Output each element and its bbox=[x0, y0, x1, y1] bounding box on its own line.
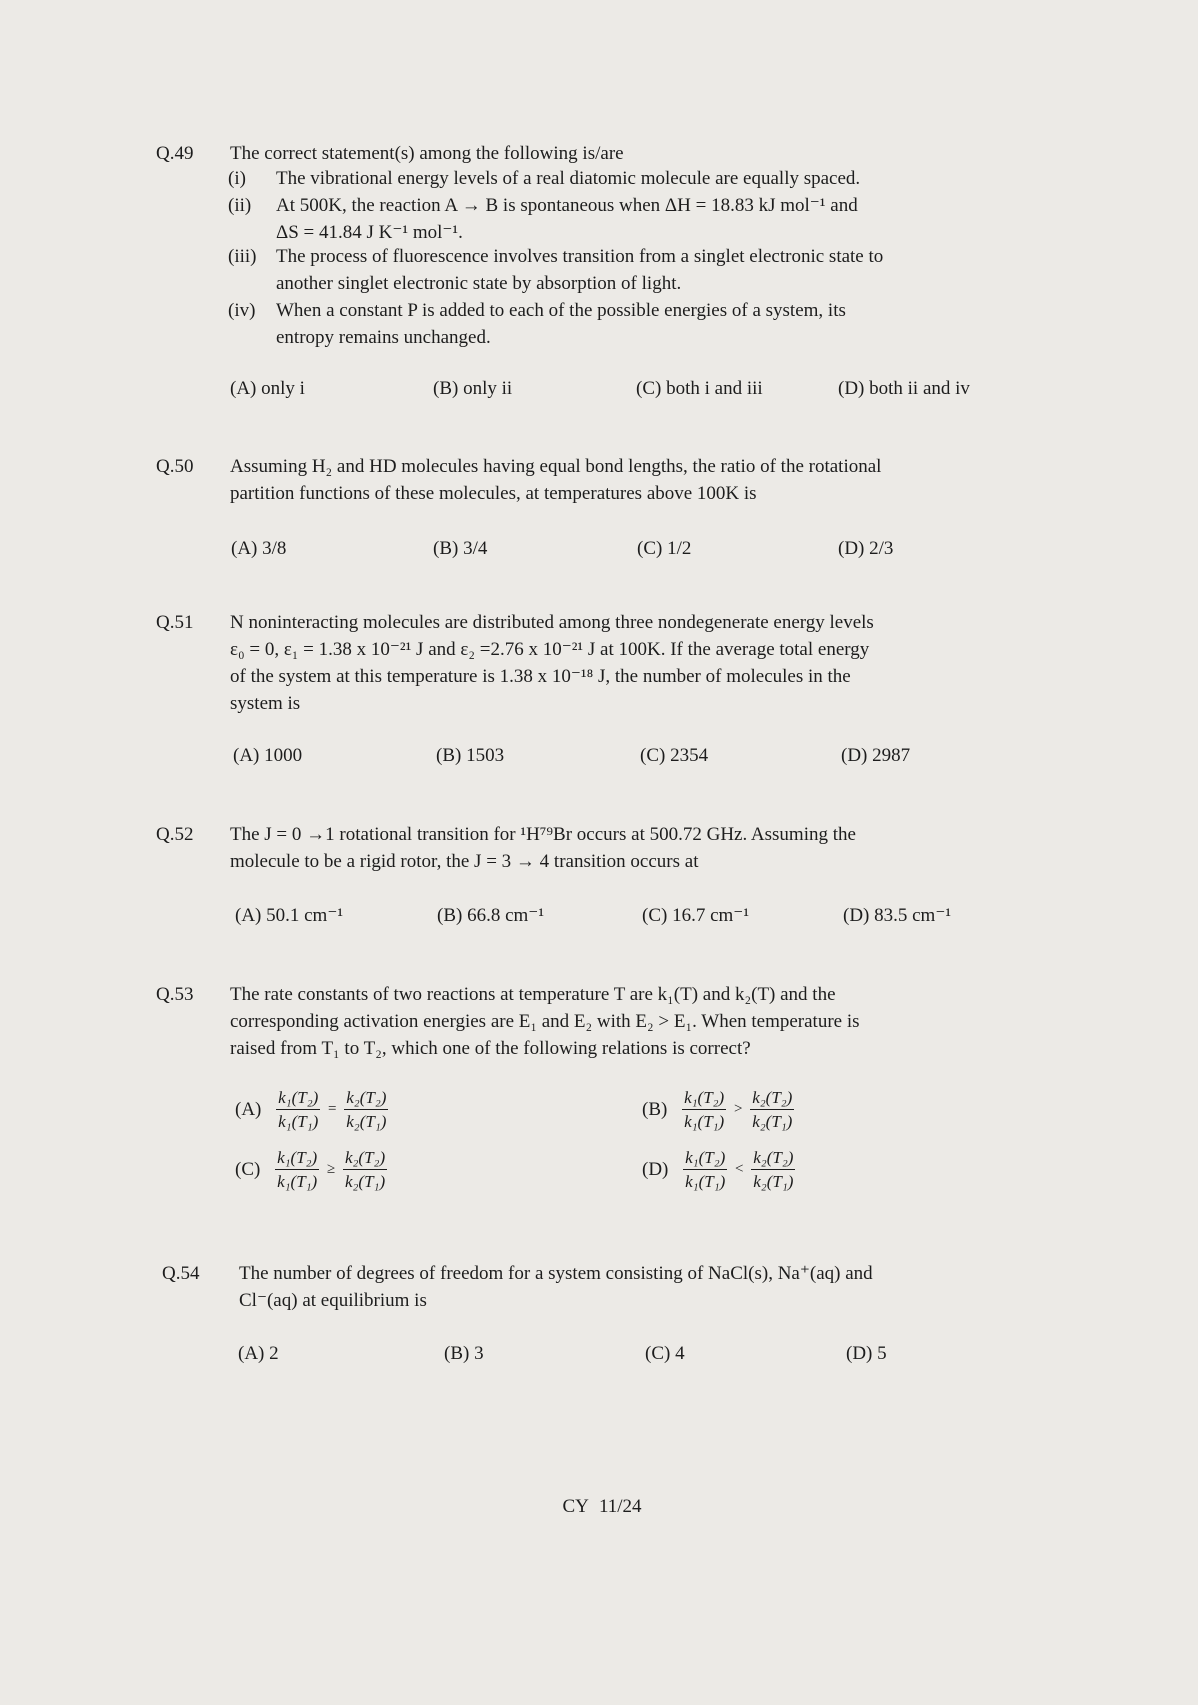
page-footer bbox=[0, 1496, 1198, 1518]
question-number: Q.53 bbox=[156, 984, 194, 1005]
question-text: raised from T₁ to T₂, which one of the following relations is correct? bbox=[230, 1038, 751, 1059]
statement-label: (iv) bbox=[228, 300, 256, 321]
question-text: partition functions of these molecules, at temperatures above 100K is bbox=[230, 483, 757, 504]
subject-code: CY bbox=[562, 1496, 589, 1517]
option-d[interactable]: (D) both ii and iv bbox=[838, 378, 970, 399]
option-d[interactable]: (D) 5 bbox=[846, 1343, 887, 1364]
option-d[interactable]: (D) 2987 bbox=[841, 745, 911, 766]
option-d[interactable]: (D) 2/3 bbox=[838, 538, 894, 559]
question-text: The number of degrees of freedom for a system consisting of NaCl(s), Na⁺(aq) and bbox=[239, 1263, 873, 1284]
statement-label: (ii) bbox=[228, 195, 252, 216]
relation-symbol: < bbox=[735, 1161, 744, 1177]
fraction-left: $\frac{\text{k₁(T₂)}}{\text{k₁(T₁)}}$ bbox=[278, 1088, 319, 1131]
option-a[interactable]: (A) 1000 bbox=[233, 745, 303, 766]
question-number: Q.49 bbox=[156, 143, 194, 164]
question-stem: The correct statement(s) among the following is/are bbox=[230, 143, 624, 164]
option-a[interactable] bbox=[235, 1087, 388, 1132]
question-text: ε₀ = 0, ε₁ = 1.38 x 10⁻²¹ J and ε₂ =2.76 x 10⁻²¹ J at 100K. If the average total energy bbox=[230, 639, 870, 660]
option-b[interactable]: (B) 3/4 bbox=[433, 538, 488, 559]
relation-symbol: = bbox=[328, 1101, 337, 1117]
statement-text: another singlet electronic state by absorption of light. bbox=[276, 273, 682, 294]
question-number: Q.52 bbox=[156, 824, 194, 845]
question-text: system is bbox=[230, 693, 301, 714]
option-a[interactable]: (A) only i bbox=[230, 378, 305, 399]
statement-text: The vibrational energy levels of a real diatomic molecule are equally spaced. bbox=[276, 168, 861, 189]
option-label: (B) bbox=[642, 1099, 668, 1120]
option-a[interactable]: (A) 50.1 cm⁻¹ bbox=[235, 905, 344, 926]
question-number: Q.54 bbox=[162, 1263, 200, 1284]
question-text: Cl⁻(aq) at equilibrium is bbox=[239, 1290, 427, 1311]
option-d[interactable] bbox=[642, 1147, 795, 1192]
option-c[interactable]: (C) 1/2 bbox=[637, 538, 692, 559]
fraction-left: $\frac{\text{k₁(T₂)}}{\text{k₁(T₁)}}$ bbox=[277, 1148, 318, 1191]
statement-label: (iii) bbox=[228, 246, 257, 267]
option-b[interactable]: (B) only ii bbox=[433, 378, 513, 399]
option-b[interactable]: (B) 3 bbox=[444, 1343, 484, 1364]
question-text: N noninteracting molecules are distributed among three nondegenerate energy levels bbox=[230, 612, 874, 633]
statement-label: (i) bbox=[228, 168, 246, 189]
question-number: Q.51 bbox=[156, 612, 194, 633]
option-label: (A) bbox=[235, 1099, 262, 1120]
option-label: (D) bbox=[642, 1159, 669, 1180]
option-c[interactable]: (C) 16.7 cm⁻¹ bbox=[642, 905, 750, 926]
question-text: molecule to be a rigid rotor, the J = 3 → 4 transition occurs at bbox=[230, 851, 699, 872]
question-number: Q.50 bbox=[156, 456, 194, 477]
statement-text: entropy remains unchanged. bbox=[276, 327, 491, 348]
option-a[interactable]: (A) 2 bbox=[238, 1343, 279, 1364]
option-label: (C) bbox=[235, 1159, 261, 1180]
option-b[interactable]: (B) 66.8 cm⁻¹ bbox=[437, 905, 545, 926]
option-c[interactable] bbox=[235, 1147, 387, 1192]
relation-symbol: ≥ bbox=[326, 1161, 336, 1177]
option-d[interactable]: (D) 83.5 cm⁻¹ bbox=[843, 905, 952, 926]
page-number: 11/24 bbox=[598, 1496, 642, 1517]
question-text: corresponding activation energies are E₁ and E₂ with E₂ > E₁. When temperature is bbox=[230, 1011, 860, 1032]
option-c[interactable]: (C) 4 bbox=[645, 1343, 685, 1364]
option-b[interactable] bbox=[642, 1087, 794, 1132]
fraction-right: $\frac{\text{k₂(T₂)}}{\text{k₂(T₁)}}$ bbox=[752, 1088, 793, 1131]
fraction-right: $\frac{\text{k₂(T₂)}}{\text{k₂(T₁)}}$ bbox=[753, 1148, 794, 1191]
question-text: The rate constants of two reactions at temperature T are k₁(T) and k₂(T) and the bbox=[230, 984, 836, 1005]
fraction-left: $\frac{\text{k₁(T₂)}}{\text{k₁(T₁)}}$ bbox=[684, 1088, 725, 1131]
statement-text: When a constant P is added to each of the possible energies of a system, its bbox=[276, 300, 846, 321]
question-text: of the system at this temperature is 1.38 x 10⁻¹⁸ J, the number of molecules in the bbox=[230, 666, 851, 687]
option-b[interactable]: (B) 1503 bbox=[436, 745, 505, 766]
question-text: Assuming H₂ and HD molecules having equal bond lengths, the ratio of the rotational bbox=[230, 456, 882, 477]
option-c[interactable]: (C) 2354 bbox=[640, 745, 709, 766]
relation-symbol: > bbox=[733, 1101, 743, 1117]
option-a[interactable]: (A) 3/8 bbox=[231, 538, 287, 559]
statement-text: At 500K, the reaction A → B is spontaneous when ΔH = 18.83 kJ mol⁻¹ and bbox=[276, 195, 858, 216]
option-c[interactable]: (C) both i and iii bbox=[636, 378, 763, 399]
question-text: The J = 0 →1 rotational transition for ¹H⁷⁹Br occurs at 500.72 GHz. Assuming the bbox=[230, 824, 856, 845]
fraction-left: $\frac{\text{k₁(T₂)}}{\text{k₁(T₁)}}$ bbox=[685, 1148, 726, 1191]
statement-text: The process of fluorescence involves transition from a singlet electronic state to bbox=[276, 246, 884, 267]
statement-text: ΔS = 41.84 J K⁻¹ mol⁻¹. bbox=[276, 222, 463, 243]
fraction-right: $\frac{\text{k₂(T₂)}}{\text{k₂(T₁)}}$ bbox=[346, 1088, 387, 1131]
fraction-right: $\frac{\text{k₂(T₂)}}{\text{k₂(T₁)}}$ bbox=[344, 1148, 386, 1191]
